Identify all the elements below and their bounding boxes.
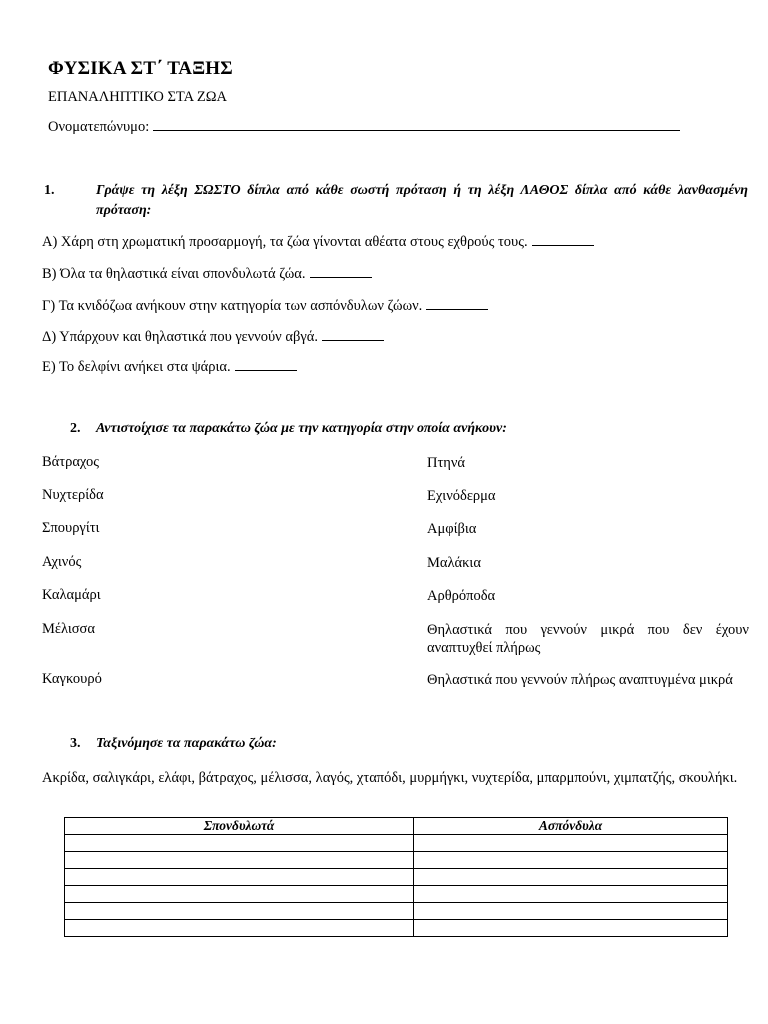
question-2-heading bbox=[70, 421, 507, 437]
header-invertebrates: Ασπόνδυλα bbox=[414, 818, 728, 835]
tf-item-text: Α) Χάρη στη χρωματική προσαρμογή, τα ζώα γίνονται αθέατα στους εχθρούς τους. bbox=[42, 234, 528, 250]
match-animal: Βάτραχος bbox=[42, 454, 100, 470]
match-category: Αμφίβια bbox=[427, 521, 477, 537]
answer-blank[interactable] bbox=[235, 358, 297, 371]
tf-item bbox=[42, 233, 594, 251]
table-row bbox=[65, 903, 728, 920]
table-row bbox=[65, 920, 728, 937]
table-row bbox=[65, 869, 728, 886]
question-2-text: Αντιστοίχισε τα παρακάτω ζώα με την κατηγορία στην οποία ανήκουν: bbox=[96, 421, 507, 436]
answer-blank[interactable] bbox=[426, 297, 488, 310]
table-header-row bbox=[65, 818, 728, 835]
match-animal: Μέλισσα bbox=[42, 621, 95, 637]
table-cell[interactable] bbox=[65, 886, 414, 903]
table-row bbox=[65, 886, 728, 903]
tf-item bbox=[42, 358, 297, 376]
tf-item bbox=[42, 297, 488, 315]
question-3-text: Ταξινόμησε τα παρακάτω ζώα: bbox=[96, 736, 277, 751]
name-blank-line[interactable] bbox=[153, 119, 680, 131]
table-cell[interactable] bbox=[65, 869, 414, 886]
match-animal: Σπουργίτι bbox=[42, 520, 100, 536]
table-cell[interactable] bbox=[414, 886, 728, 903]
match-animal: Αχινός bbox=[42, 554, 82, 570]
classification-table bbox=[64, 817, 728, 937]
question-3-number: 3. bbox=[70, 736, 81, 751]
match-category: Αρθρόποδα bbox=[427, 588, 496, 604]
header-vertebrates: Σπονδυλωτά bbox=[65, 818, 414, 835]
tf-item-text: Γ) Τα κνιδόζωα ανήκουν στην κατηγορία των ασπόνδυλων ζώων. bbox=[42, 298, 423, 314]
question-3-heading bbox=[70, 736, 277, 752]
match-animal: Καγκουρό bbox=[42, 671, 102, 687]
page-title: ΦΥΣΙΚΑ ΣΤ΄ ΤΑΞΗΣ bbox=[48, 58, 233, 79]
match-animal: Νυχτερίδα bbox=[42, 487, 104, 503]
match-category: Πτηνά bbox=[427, 455, 466, 471]
question-1-heading bbox=[44, 181, 748, 221]
question-1-text: Γράψε τη λέξη ΣΩΣΤΟ δίπλα από κάθε σωστή πρόταση ή τη λέξη ΛΑΘΟΣ δίπλα από κάθε λανθασμένη πρόταση: bbox=[96, 183, 748, 218]
match-category: Θηλαστικά που γεννούν μικρά που δεν έχουν αναπτυχθεί πλήρως bbox=[427, 622, 749, 656]
table-cell[interactable] bbox=[414, 835, 728, 852]
question-1-number: 1. bbox=[44, 183, 55, 198]
tf-item-text: Β) Όλα τα θηλαστικά είναι σπονδυλωτά ζώα. bbox=[42, 266, 306, 282]
match-animal: Καλαμάρι bbox=[42, 587, 101, 603]
table-cell[interactable] bbox=[65, 903, 414, 920]
match-category: Εχινόδερμα bbox=[427, 488, 496, 504]
animals-list-text: Ακρίδα, σαλιγκάρι, ελάφι, βάτραχος, μέλισσα, λαγός, χταπόδι, μυρμήγκι, νυχτερίδα, μπαρμπούνι, χιμπατζής, σκουλήκι. bbox=[42, 770, 738, 786]
match-category: Μαλάκια bbox=[427, 555, 481, 571]
table-cell[interactable] bbox=[65, 920, 414, 937]
table-cell[interactable] bbox=[65, 835, 414, 852]
name-label: Ονοματεπώνυμο: bbox=[48, 119, 150, 135]
tf-item-text: Ε) Το δελφίνι ανήκει στα ψάρια. bbox=[42, 359, 231, 375]
table-row bbox=[65, 852, 728, 869]
answer-blank[interactable] bbox=[532, 233, 594, 246]
name-field bbox=[48, 119, 680, 136]
table-cell[interactable] bbox=[65, 852, 414, 869]
table-cell[interactable] bbox=[414, 903, 728, 920]
answer-blank[interactable] bbox=[322, 328, 384, 341]
tf-item bbox=[42, 328, 384, 346]
table-row bbox=[65, 835, 728, 852]
answer-blank[interactable] bbox=[310, 265, 372, 278]
table-cell[interactable] bbox=[414, 920, 728, 937]
question-2-number: 2. bbox=[70, 421, 81, 436]
table-cell[interactable] bbox=[414, 869, 728, 886]
table-cell[interactable] bbox=[414, 852, 728, 869]
match-category: Θηλαστικά που γεννούν πλήρως αναπτυγμένα μικρά bbox=[427, 672, 733, 688]
tf-item bbox=[42, 265, 372, 283]
page-subtitle: ΕΠΑΝΑΛΗΠΤΙΚΟ ΣΤΑ ΖΩΑ bbox=[48, 89, 227, 105]
tf-item-text: Δ) Υπάρχουν και θηλαστικά που γεννούν αβγά. bbox=[42, 329, 318, 345]
